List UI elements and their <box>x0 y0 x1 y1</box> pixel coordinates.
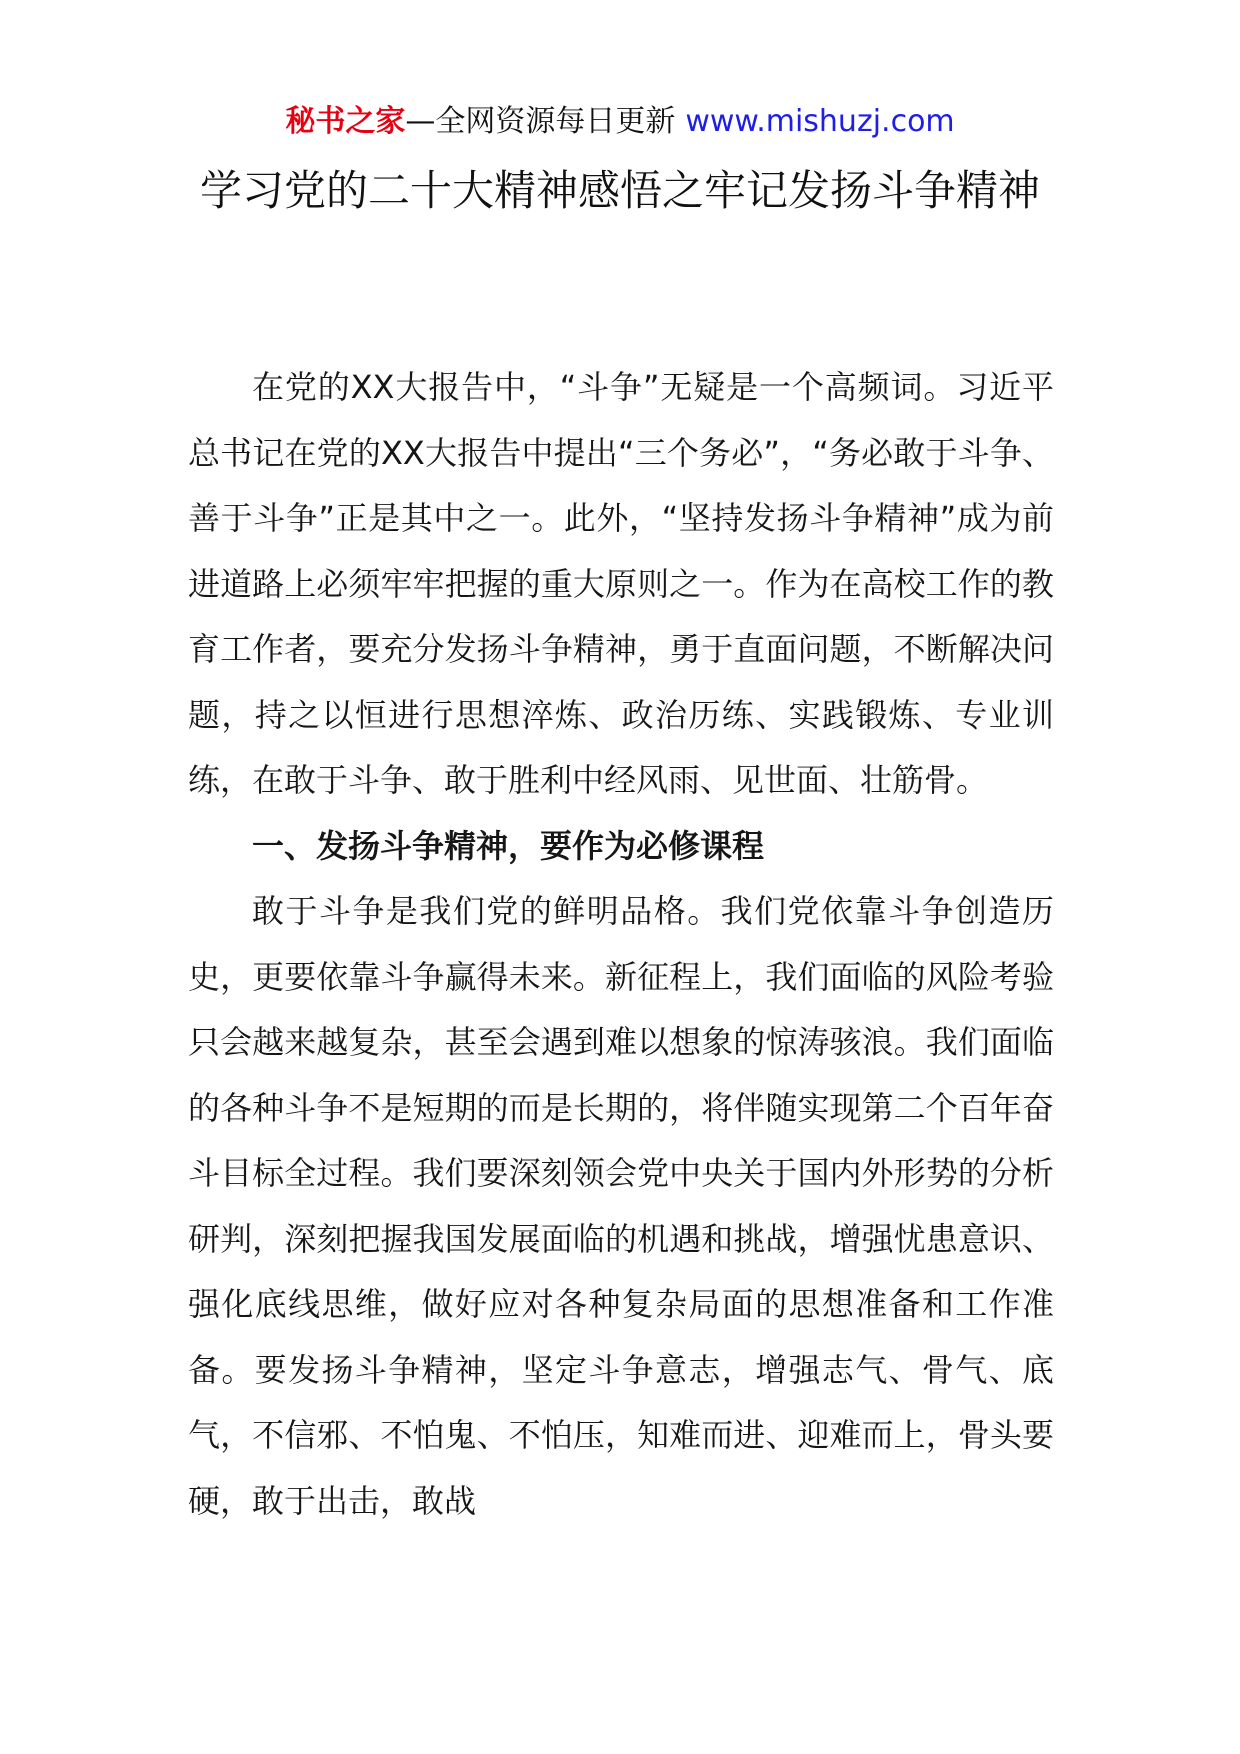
section-heading: 一、发扬斗争精神，要作为必修课程 <box>252 826 765 865</box>
site-brand-name: 秘书之家 <box>285 104 406 139</box>
site-banner <box>0 100 1240 144</box>
intro-paragraph: 在党的XX大报告中，“斗争”无疑是一个高频词。习近平总书记在党的XX大报告中提出“三个务必”，“务必敢于斗争、善于斗争”正是其中之一。此外，“坚持发扬斗争精神”成为前进道路上必须牢牢把握的重大原则之一。作为在高校工作的教育工作者，要充分发扬斗争精神，勇于直面问题，不断解决问题，持之以恒进行思想淬炼、政治历练、实践锻炼、专业训练，在敢于斗争、敢于胜利中经风雨、见世面、壮筋骨。 <box>188 368 1054 799</box>
site-slogan: 全网资源每日更新 <box>435 104 676 139</box>
site-url-link[interactable]: www.mishuzj.com <box>685 104 955 139</box>
document-title: 学习党的二十大精神感悟之牢记发扬斗争精神 <box>199 166 1040 215</box>
document-body <box>188 355 1054 1534</box>
banner-separator: — <box>405 104 436 139</box>
section-paragraph: 敢于斗争是我们党的鲜明品格。我们党依靠斗争创造历史，更要依靠斗争赢得未来。新征程上，我们面临的风险考验只会越来越复杂，甚至会遇到难以想象的惊涛骇浪。我们面临的各种斗争不是短期的而是长期的，将伴随实现第二个百年奋斗目标全过程。我们要深刻领会党中央关于国内外形势的分析研判，深刻把握我国发展面临的机遇和挑战，增强忧患意识、强化底线思维，做好应对各种复杂局面的思想准备和工作准备。要发扬斗争精神，坚定斗争意志，增强志气、骨气、底气，不信邪、不怕鬼、不怕压，知难而进、迎难而上，骨头要硬，敢于出击，敢战 <box>188 892 1054 1520</box>
